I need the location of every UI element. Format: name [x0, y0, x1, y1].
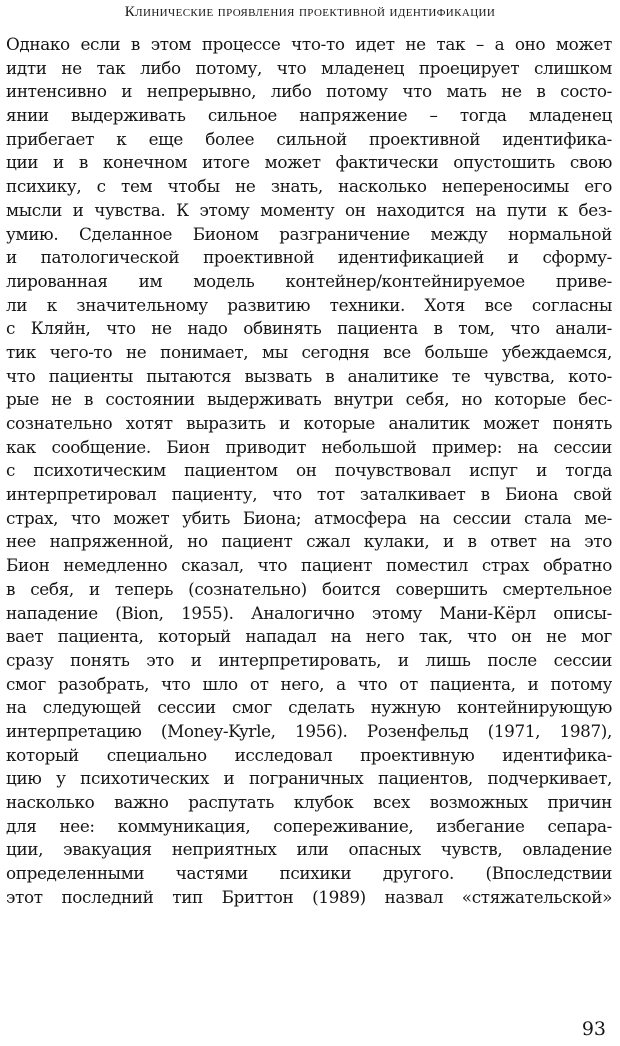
text-line: идти не так либо потому, что младенец проецирует слишком — [6, 57, 612, 78]
text-line: психику, с тем чтобы не знать, насколько непереносимы его — [6, 176, 612, 197]
text-line: прибегает к еще более сильной проективной идентифика- — [6, 128, 612, 149]
text-line: и патологической проективной идентификацией и сформу- — [6, 247, 612, 268]
page-number: 93 — [581, 1018, 606, 1040]
text-line: интенсивно и непрерывно, либо потому что мать не в состо- — [6, 81, 612, 102]
text-line: лированная им модель контейнер/контейнируемое приве- — [6, 270, 612, 291]
text-line: рые не в состоянии выдерживать внутри себя, но которые бес- — [6, 389, 612, 410]
text-line: как сообщение. Бион приводит небольшой пример: на сессии — [6, 436, 612, 457]
text-line: этот последний тип Бриттон (1989) назвал «стяжательской» — [6, 886, 612, 907]
text-line: Бион немедленно сказал, что пациент поместил страх обратно — [6, 555, 612, 576]
text-line: с Кляйн, что не надо обвинять пациента в том, что анали- — [6, 318, 612, 339]
text-line: вает пациента, который нападал на него так, что он не мог — [6, 626, 612, 647]
text-line: сразу понять это и интерпретировать, и лишь после сессии — [6, 649, 612, 670]
text-line: Однако если в этом процессе что-то идет не так – а оно может — [6, 34, 612, 54]
text-line: страх, что может убить Биона; атмосфера на сессии стала ме- — [6, 507, 612, 528]
text-line: тик чего-то не понимает, мы сегодня все больше убеждаемся, — [6, 341, 612, 362]
text-line: цию у психотических и пограничных пациентов, подчеркивает, — [6, 768, 612, 789]
text-line: мысли и чувства. К этому моменту он находится на пути к без- — [6, 199, 612, 220]
text-line: интерпретацию (Money-Kyrle, 1956). Розенфельд (1971, 1987), — [6, 720, 612, 741]
text-line: что пациенты пытаются вызвать в аналитике те чувства, кото- — [6, 365, 612, 386]
text-line: насколько важно распутать клубок всех возможных причин — [6, 792, 612, 812]
text-line: с психотическим пациентом он почувствовал испуг и тогда — [6, 460, 612, 481]
text-line: интерпретировал пациенту, что тот заталкивает в Биона свой — [6, 484, 612, 505]
text-line: умию. Сделанное Бионом разграничение между нормальной — [6, 223, 612, 244]
text-line: нападение (Bion, 1955). Аналогично этому Мани-Кёрл описы- — [6, 602, 612, 623]
text-line: в себя, и теперь (сознательно) боится совершить смертельное — [6, 578, 612, 599]
text-line: определенными частями психики другого. (Впоследствии — [6, 863, 612, 884]
text-line: на следующей сессии смог сделать нужную контейнирующую — [6, 697, 612, 718]
text-line: для нее: коммуникация, сопереживание, избегание сепара- — [6, 815, 612, 836]
text-line: янии выдерживать сильное напряжение – тогда младенец — [6, 105, 612, 126]
body-text — [6, 33, 612, 909]
text-line: ли к значительному развитию техники. Хотя все согласны — [6, 294, 612, 315]
text-line: сознательно хотят выразить и которые аналитик может понять — [6, 413, 612, 433]
text-line: который специально исследовал проективную идентифика- — [6, 744, 612, 765]
text-line: ции и в конечном итоге может фактически опустошить свою — [6, 152, 612, 173]
text-line: нее напряженной, но пациент сжал кулаки, и в ответ на это — [6, 531, 612, 552]
running-head: Клинические проявления проективной идентификации — [124, 4, 496, 20]
text-line: ции, эвакуация неприятных или опасных чувств, овладение — [6, 839, 612, 860]
text-line: смог разобрать, что шло от него, а что от пациента, и потому — [6, 673, 612, 694]
